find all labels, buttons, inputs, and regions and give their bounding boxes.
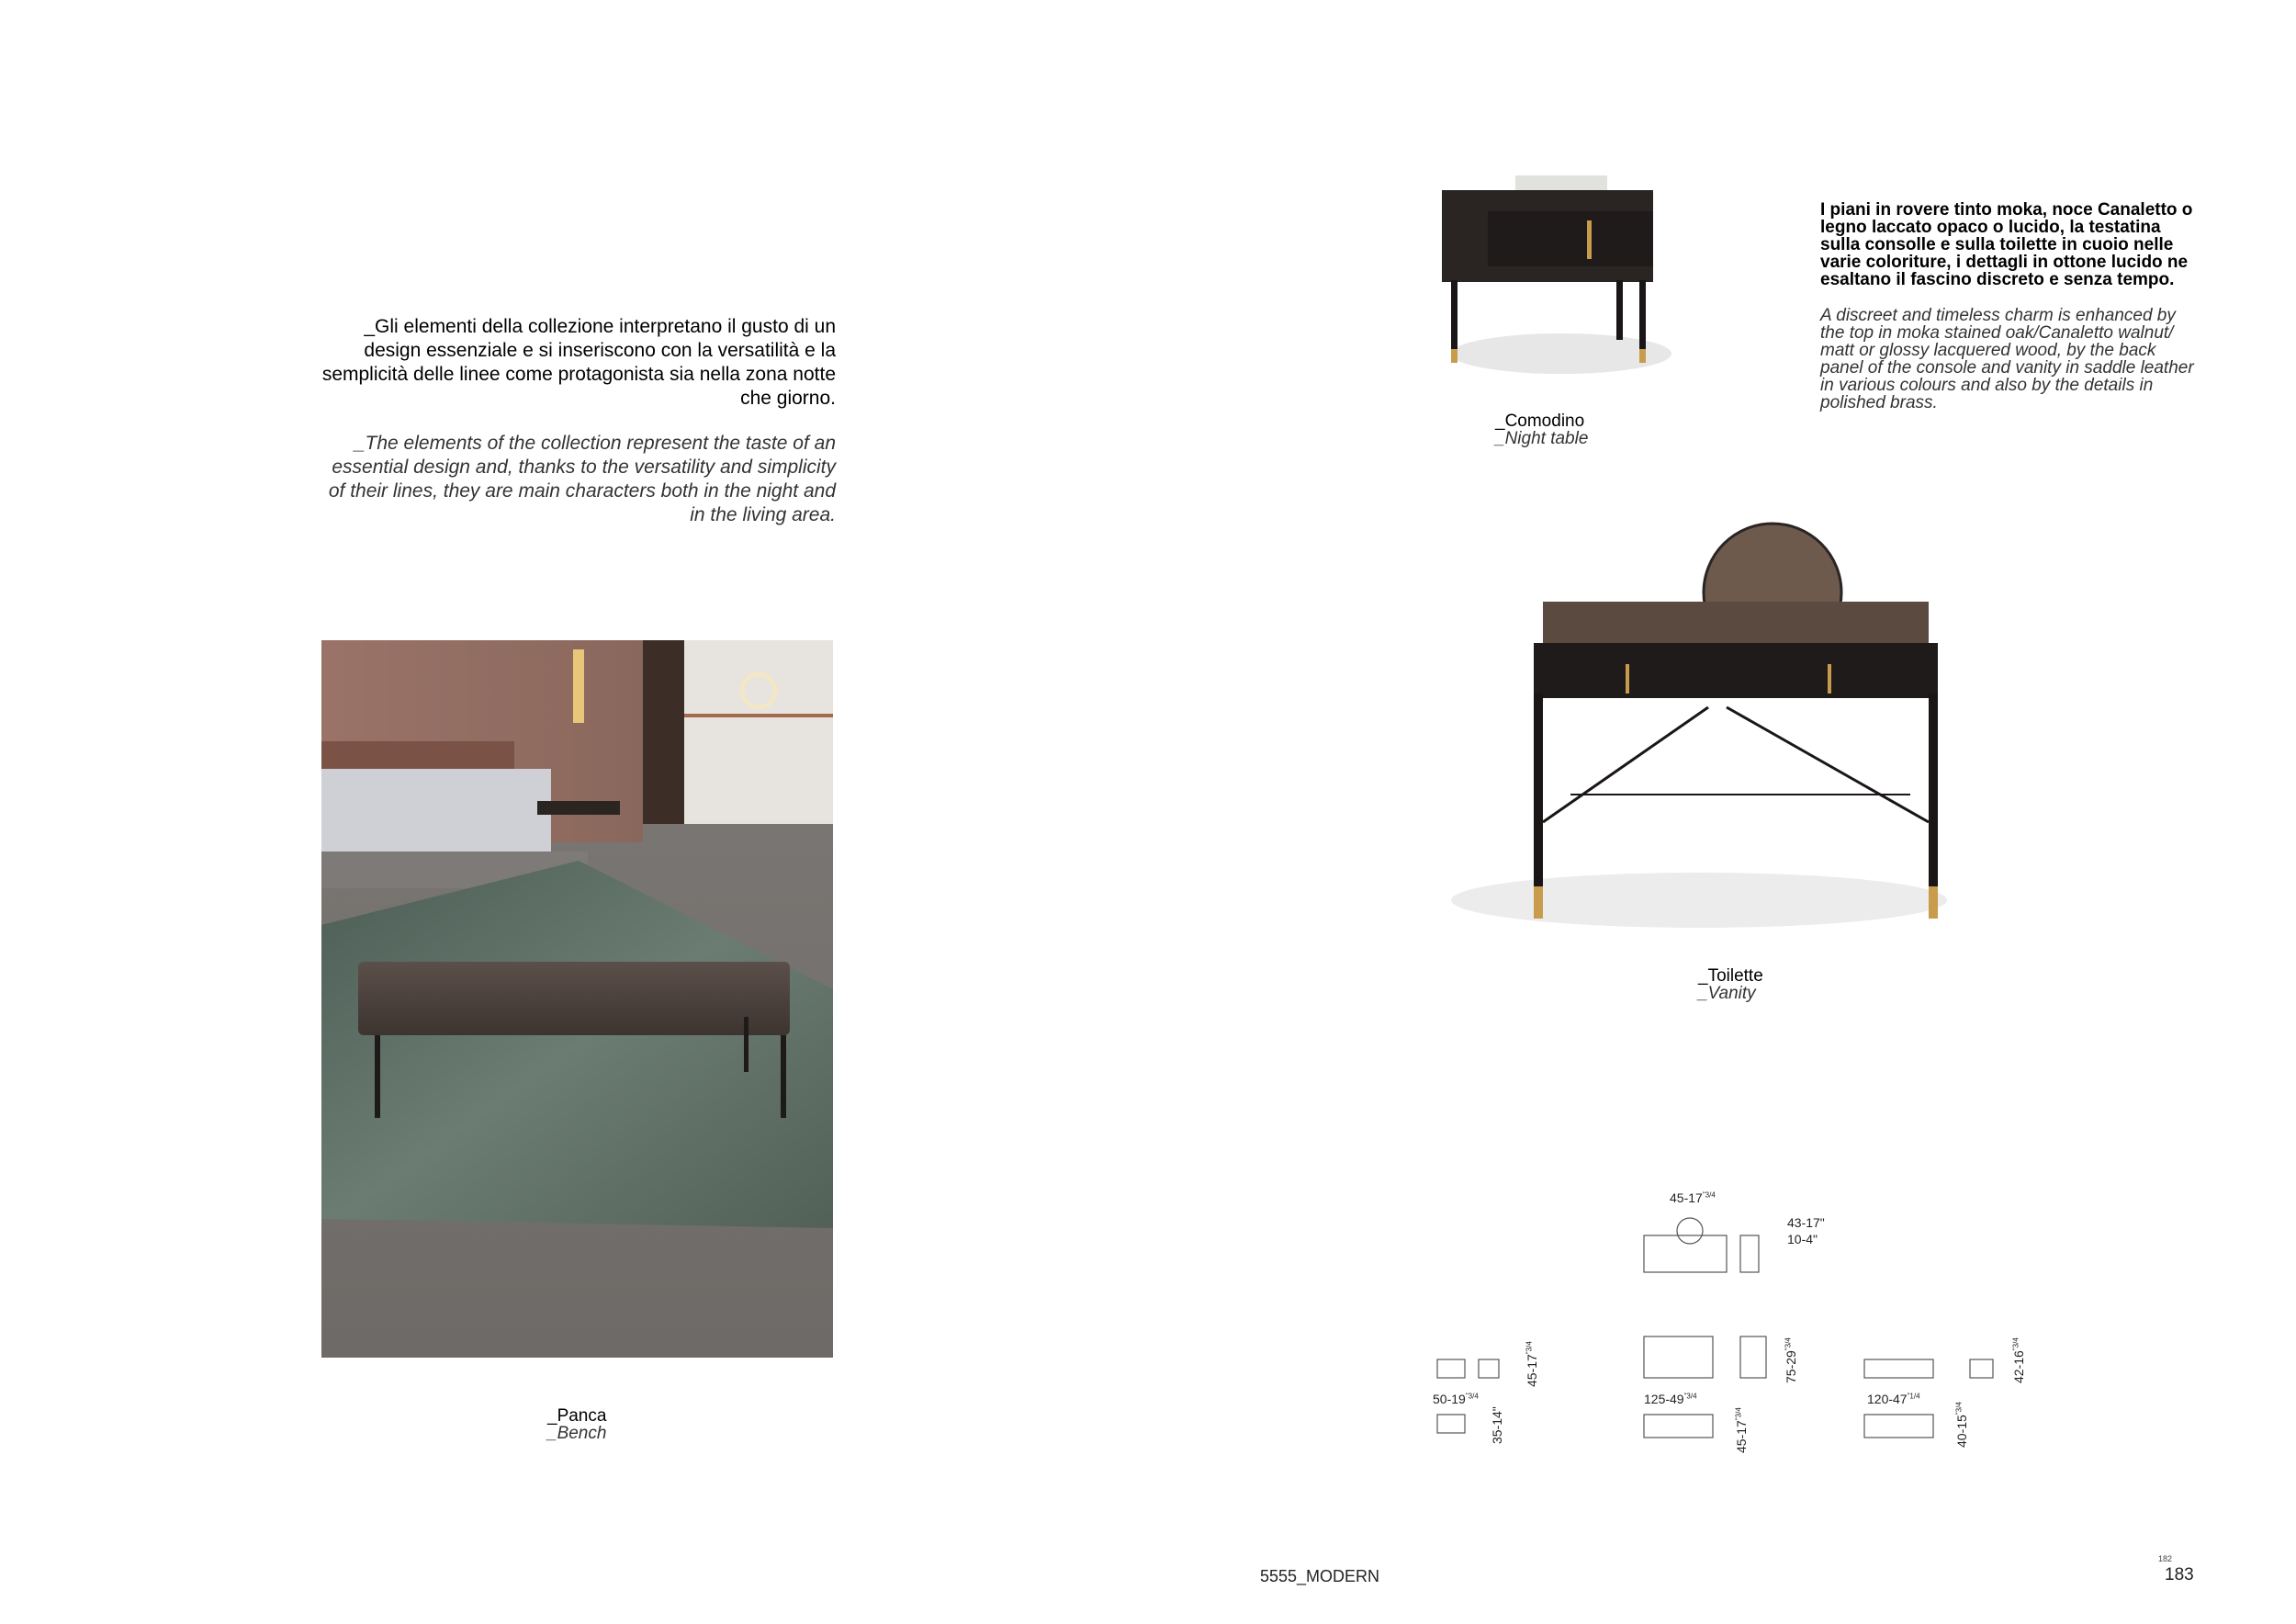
dim-bench-depth: $40-15^{"3/4}$ <box>1954 1402 1969 1448</box>
night-table-caption-it: _Comodino <box>1495 412 1585 431</box>
vanity-image <box>1433 519 1947 932</box>
bedroom-photo <box>321 640 833 1358</box>
dim-bench-height: $42-16^{"3/4}$ <box>2011 1337 2026 1383</box>
desc-italian: I piani in rovere tinto moka, noce Canaletto o legno laccato opaco o lucido, la testatina sulla consolle e sulla toilette in cuoio nelle varie coloriture, i dettagli in ottone lucido ne esaltano il fascino discreto e senza tempo. <box>1820 200 2193 289</box>
dim-night-depth: 35-14" <box>1490 1406 1504 1444</box>
night-table-caption-en: _Night table <box>1495 429 1589 448</box>
bench-caption-en: _Bench <box>547 1424 607 1443</box>
dim-mirror-height: 43-17" <box>1787 1215 1825 1230</box>
technical-drawings <box>1433 1185 2076 1479</box>
dim-vanity-depth: $45-17^{"3/4}$ <box>1734 1407 1749 1453</box>
vanity-caption-it: _Toilette <box>1698 966 1763 986</box>
dim-vanity-height: $75-29^{"3/4}$ <box>1784 1337 1798 1383</box>
footer-brand: 5555_MODERN <box>1260 1567 1380 1585</box>
page-number: 183 <box>2165 1565 2194 1585</box>
dim-night-height: $45-17^{"3/4}$ <box>1525 1341 1539 1387</box>
night-table-image <box>1433 170 1681 400</box>
intro-italian: _Gli elementi della collezione interpretano il gusto di un design essenziale e si inseriscono con la versatilità e la semplicità delle linee come protagonista sia nella zona notte che giorno. <box>321 316 836 409</box>
dim-vanity-width: $125-49^{"3/4}$ <box>1644 1392 1697 1406</box>
bench-caption-it: _Panca <box>547 1406 607 1426</box>
desc-english: A discreet and timeless charm is enhanced by the top in moka stained oak/Canaletto walnut/ matt or glossy lacquered wood, by the back panel of the console and vanity in saddle leather in various colours and also by the details in polished brass. <box>1820 306 2194 412</box>
dim-night-width: $50-19^{"3/4}$ <box>1433 1392 1479 1406</box>
dim-mirror-depth: 10-4" <box>1787 1232 1818 1246</box>
intro-english: _The elements of the collection represent the taste of an essential design and, thanks to the versatility and simplicity of their lines, they are main characters both in the night and in the living area. <box>328 433 836 525</box>
page-number-small: 182 <box>2158 1554 2173 1563</box>
dim-mirror-width: $45-17^{"3/4}$ <box>1670 1190 1716 1205</box>
dim-bench-width: $120-47^{"1/4}$ <box>1867 1392 1920 1406</box>
vanity-caption-en: _Vanity <box>1698 984 1756 1003</box>
